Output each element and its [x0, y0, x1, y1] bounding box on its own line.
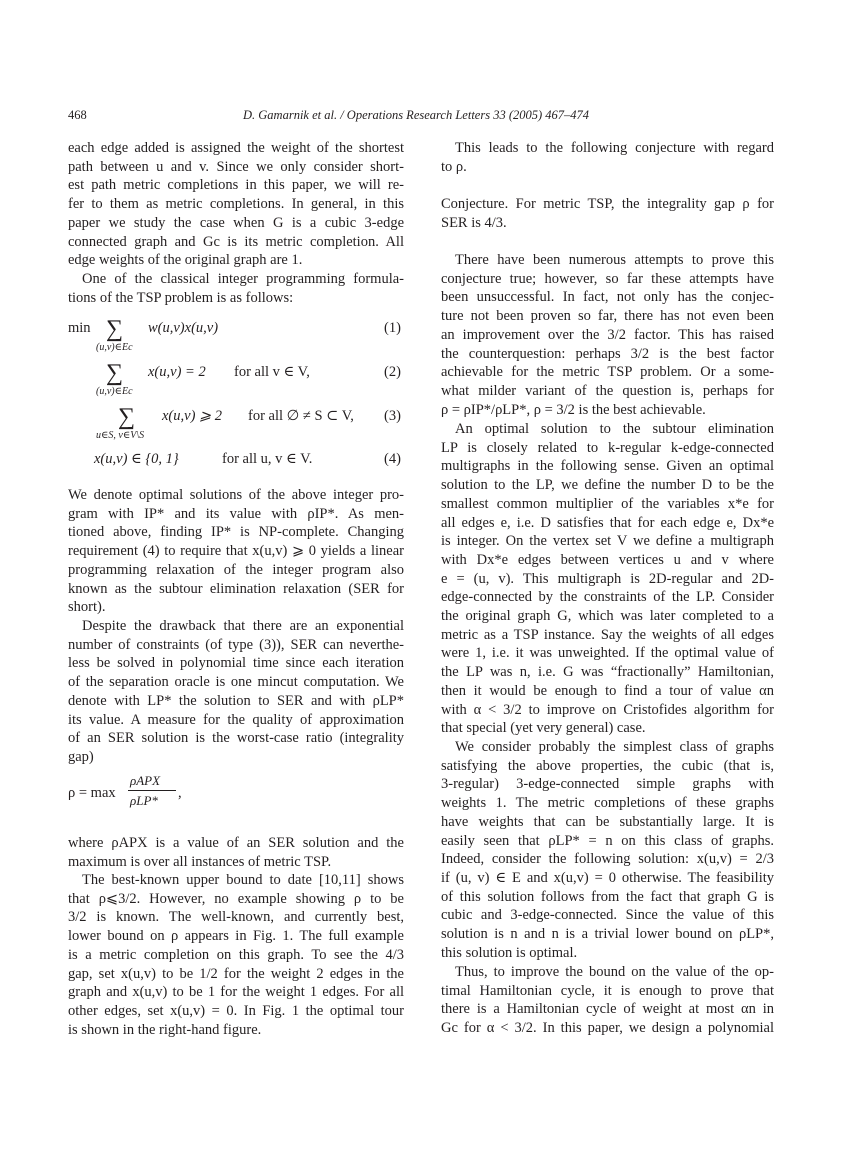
- text-line: e = (u, v). This multigraph is 2D-regular and 2D-: [441, 571, 774, 587]
- text-line: number of constraints (of type (3)), SER can neverthe-: [68, 637, 404, 653]
- eq-prefix: min: [68, 320, 91, 336]
- text-line: SER is 4/3.: [441, 215, 507, 231]
- sum-symbol: ∑: [118, 404, 136, 430]
- text-line: ture not been proven so far, there has not even been: [441, 308, 774, 324]
- text-line: timal Hamiltonian cycle, it is enough to prove that: [441, 983, 774, 999]
- text-line: We denote optimal solutions of the above integer pro-: [68, 487, 404, 503]
- text-line: 3/2 is known. The well-known, and currently best,: [68, 909, 404, 925]
- text-line: achievable for the metric TSP problem. Or a some-: [441, 364, 774, 380]
- text-line: multigraphs in the following sense. Given an optimal: [441, 458, 774, 474]
- eq-condition: for all ∅ ≠ S ⊂ V,: [248, 408, 354, 424]
- text-line: This leads to the following conjecture with regard: [455, 140, 774, 156]
- sum-symbol: ∑: [106, 316, 124, 342]
- eq-condition: for all u, v ∈ V.: [222, 451, 313, 467]
- sum-index: (u,v)∈Ec: [96, 342, 133, 353]
- text-line: connected graph and Gc is its metric completion. All: [68, 234, 404, 250]
- text-line: ρ = ρIP*/ρLP*, ρ = 3/2 is the best achievable.: [441, 402, 706, 418]
- sum-index: (u,v)∈Ec: [96, 386, 133, 397]
- text-line: have weights that can be substantially large. It is: [441, 814, 774, 830]
- text-line: We consider probably the simplest class of graphs: [455, 739, 774, 755]
- text-line: edge-connected by the constraints of the LP. Consider: [441, 589, 774, 605]
- text-line: is a metric completion on this graph. To see the 4/3: [68, 947, 404, 963]
- text-line: requirement (4) to require that x(u,v) ⩾ 0 yields a linear: [68, 543, 404, 559]
- text-line: There have been numerous attempts to prove this: [455, 252, 774, 268]
- text-line: is shown in the right-hand figure.: [68, 1022, 262, 1038]
- text-line: 3-regular) 3-edge-connected simple graphs with: [441, 776, 774, 792]
- text-line: Gc for α < 3/2. In this paper, we design a polynomial: [441, 1020, 774, 1036]
- eq-number: (4): [384, 451, 401, 467]
- text-line: fer to them as metric completions. In general, in this: [68, 196, 404, 212]
- text-line: of this solution follows from the fact that graph G is: [441, 889, 774, 905]
- text-line: the counterquestion: perhaps 3/2 is the best factor: [441, 346, 774, 362]
- text-line: paper we study the case when G is a cubic 3-edge: [68, 215, 404, 231]
- text-line: the LP was n, i.e. G was “fractionally” Hamiltonian,: [441, 664, 774, 680]
- text-line: maximum is over all instances of metric TSP.: [68, 854, 332, 870]
- text-line: less be solved in polynomial time since each iteration: [68, 655, 404, 671]
- eq-condition: for all v ∈ V,: [234, 364, 310, 380]
- text-line: an improvement over the 3/2 factor. This has raised: [441, 327, 774, 343]
- text-line: The best-known upper bound to date [10,11] shows: [82, 872, 404, 888]
- text-line: cubic and 3-edge-connected. Since the value of this: [441, 907, 774, 923]
- text-line: that special (yet very general) case.: [441, 720, 646, 736]
- text-line: gap): [68, 749, 94, 765]
- text-line: Indeed, consider the following solution: x(u,v) = 2/3: [441, 851, 774, 867]
- text-line: this solution is optimal.: [441, 945, 578, 961]
- eq-number: (1): [384, 320, 401, 336]
- text-line: then it would be enough to find a tour of value αn: [441, 683, 774, 699]
- text-line: An optimal solution to the subtour elimination: [455, 421, 774, 437]
- text-line: Conjecture. For metric TSP, the integrality gap ρ for: [441, 196, 774, 212]
- text-line: gram with IP* and its value with ρIP*. As men-: [68, 506, 404, 522]
- text-line: other edges, set x(u,v) = 0. In Fig. 1 the optimal tour: [68, 1003, 404, 1019]
- text-line: if (u, v) ∈ E and x(u,v) = 0 otherwise. The feasibility: [441, 870, 774, 886]
- eq-number: (2): [384, 364, 401, 380]
- eq-body: x(u,v) = 2: [148, 364, 206, 380]
- sum-index: u∈S, v∈V\S: [96, 430, 145, 441]
- text-line: Despite the drawback that there are an exponential: [82, 618, 404, 634]
- sum-symbol: ∑: [106, 360, 124, 386]
- ratio-numerator: ρAPX: [130, 773, 161, 788]
- text-line: its value. A measure for the quality of approximation: [68, 712, 404, 728]
- page-number: 468: [68, 108, 87, 122]
- text-line: were 1, i.e. it was unweighted. If the optimal value of: [441, 645, 774, 661]
- text-line: the original graph G, which was later completed to a: [441, 608, 774, 624]
- text-line: graph and x(u,v) to be 1 for the weight 1 edges. For all: [68, 984, 404, 1000]
- text-line: to ρ.: [441, 159, 467, 175]
- text-line: edge weights of the original graph are 1.: [68, 252, 303, 268]
- text-line: Thus, to improve the bound on the value of the op-: [455, 964, 774, 980]
- text-line: easily seen that ρLP* = n on this class of graphs.: [441, 833, 774, 849]
- text-line: short).: [68, 599, 106, 615]
- text-line: known as the subtour elimination relaxation (SER for: [68, 581, 404, 597]
- text-line: what milder variant of the question is, perhaps for: [441, 383, 774, 399]
- ratio-denominator: ρLP*: [130, 793, 158, 808]
- text-line: where ρAPX is a value of an SER solution and the: [68, 835, 404, 851]
- text-line: all edges e, i.e. D satisfies that for each edge e, Dx*e: [441, 515, 774, 531]
- text-line: of an SER solution is the worst-case ratio (integrality: [68, 730, 404, 746]
- text-line: solution to the LP, we define the number D to be the: [441, 477, 774, 493]
- running-title: D. Gamarnik et al. / Operations Research Letters 33 (2005) 467–474: [243, 108, 590, 122]
- text-line: there is a Hamiltonian cycle of weight at most αn in: [441, 1001, 774, 1017]
- text-line: with Dx*e edges between vertices u and v where: [441, 552, 774, 568]
- text-line: est path metric completions in this paper, we will re-: [68, 177, 404, 193]
- text-line: satisfying the above properties, the cubic (that is,: [441, 758, 774, 774]
- text-line: of the separation oracle is one mincut computation. We: [68, 674, 404, 690]
- text-line: conjecture true; however, so far these attempts have: [441, 271, 774, 287]
- text-line: lower bound on ρ appears in Fig. 1. The full example: [68, 928, 404, 944]
- text-line: LP is closely related to k-regular k-edge-connected: [441, 440, 774, 456]
- text-line: tioned above, finding IP* is NP-complete. Changing: [68, 524, 404, 540]
- text-line: smallest common multiplier of the variables x*e for: [441, 496, 774, 512]
- eq-body: x(u,v) ∈ {0, 1}: [94, 451, 179, 467]
- text-line: with α < 3/2 to improve on Cristofides algorithm for: [441, 702, 774, 718]
- text-line: is integer. On the vertex set V we define a multigraph: [441, 533, 774, 549]
- fraction-bar: [128, 790, 176, 791]
- text-line: tions of the TSP problem is as follows:: [68, 290, 294, 306]
- text-line: metric as a TSP instance. Say the weights of all edges: [441, 627, 774, 643]
- text-line: solution is n and n is a trivial lower bound on ρLP*,: [441, 926, 774, 942]
- text-line: One of the classical integer programming formula-: [82, 271, 404, 287]
- ratio-lhs: ρ = max: [68, 785, 116, 801]
- text-line: been unsuccessful. In fact, not only has the conjec-: [441, 289, 774, 305]
- text-line: programming relaxation of the integer program also: [68, 562, 404, 578]
- text-line: each edge added is assigned the weight of the shortest: [68, 140, 404, 156]
- text-line: path between u and v. Since we only consider short-: [68, 159, 404, 175]
- text-line: gap, set x(u,v) to be 1/2 for the weight 2 edges in the: [68, 966, 404, 982]
- ratio-trail: ,: [178, 785, 182, 801]
- eq-number: (3): [384, 408, 401, 424]
- eq-body: w(u,v)x(u,v): [148, 320, 219, 336]
- text-line: weights 1. The metric completions of these graphs: [441, 795, 774, 811]
- eq-body: x(u,v) ⩾ 2: [162, 408, 223, 424]
- text-line: that ρ⩽3/2. However, no example showing ρ to be: [68, 891, 404, 907]
- text-line: denote with LP* the solution to SER and with ρLP*: [68, 693, 404, 709]
